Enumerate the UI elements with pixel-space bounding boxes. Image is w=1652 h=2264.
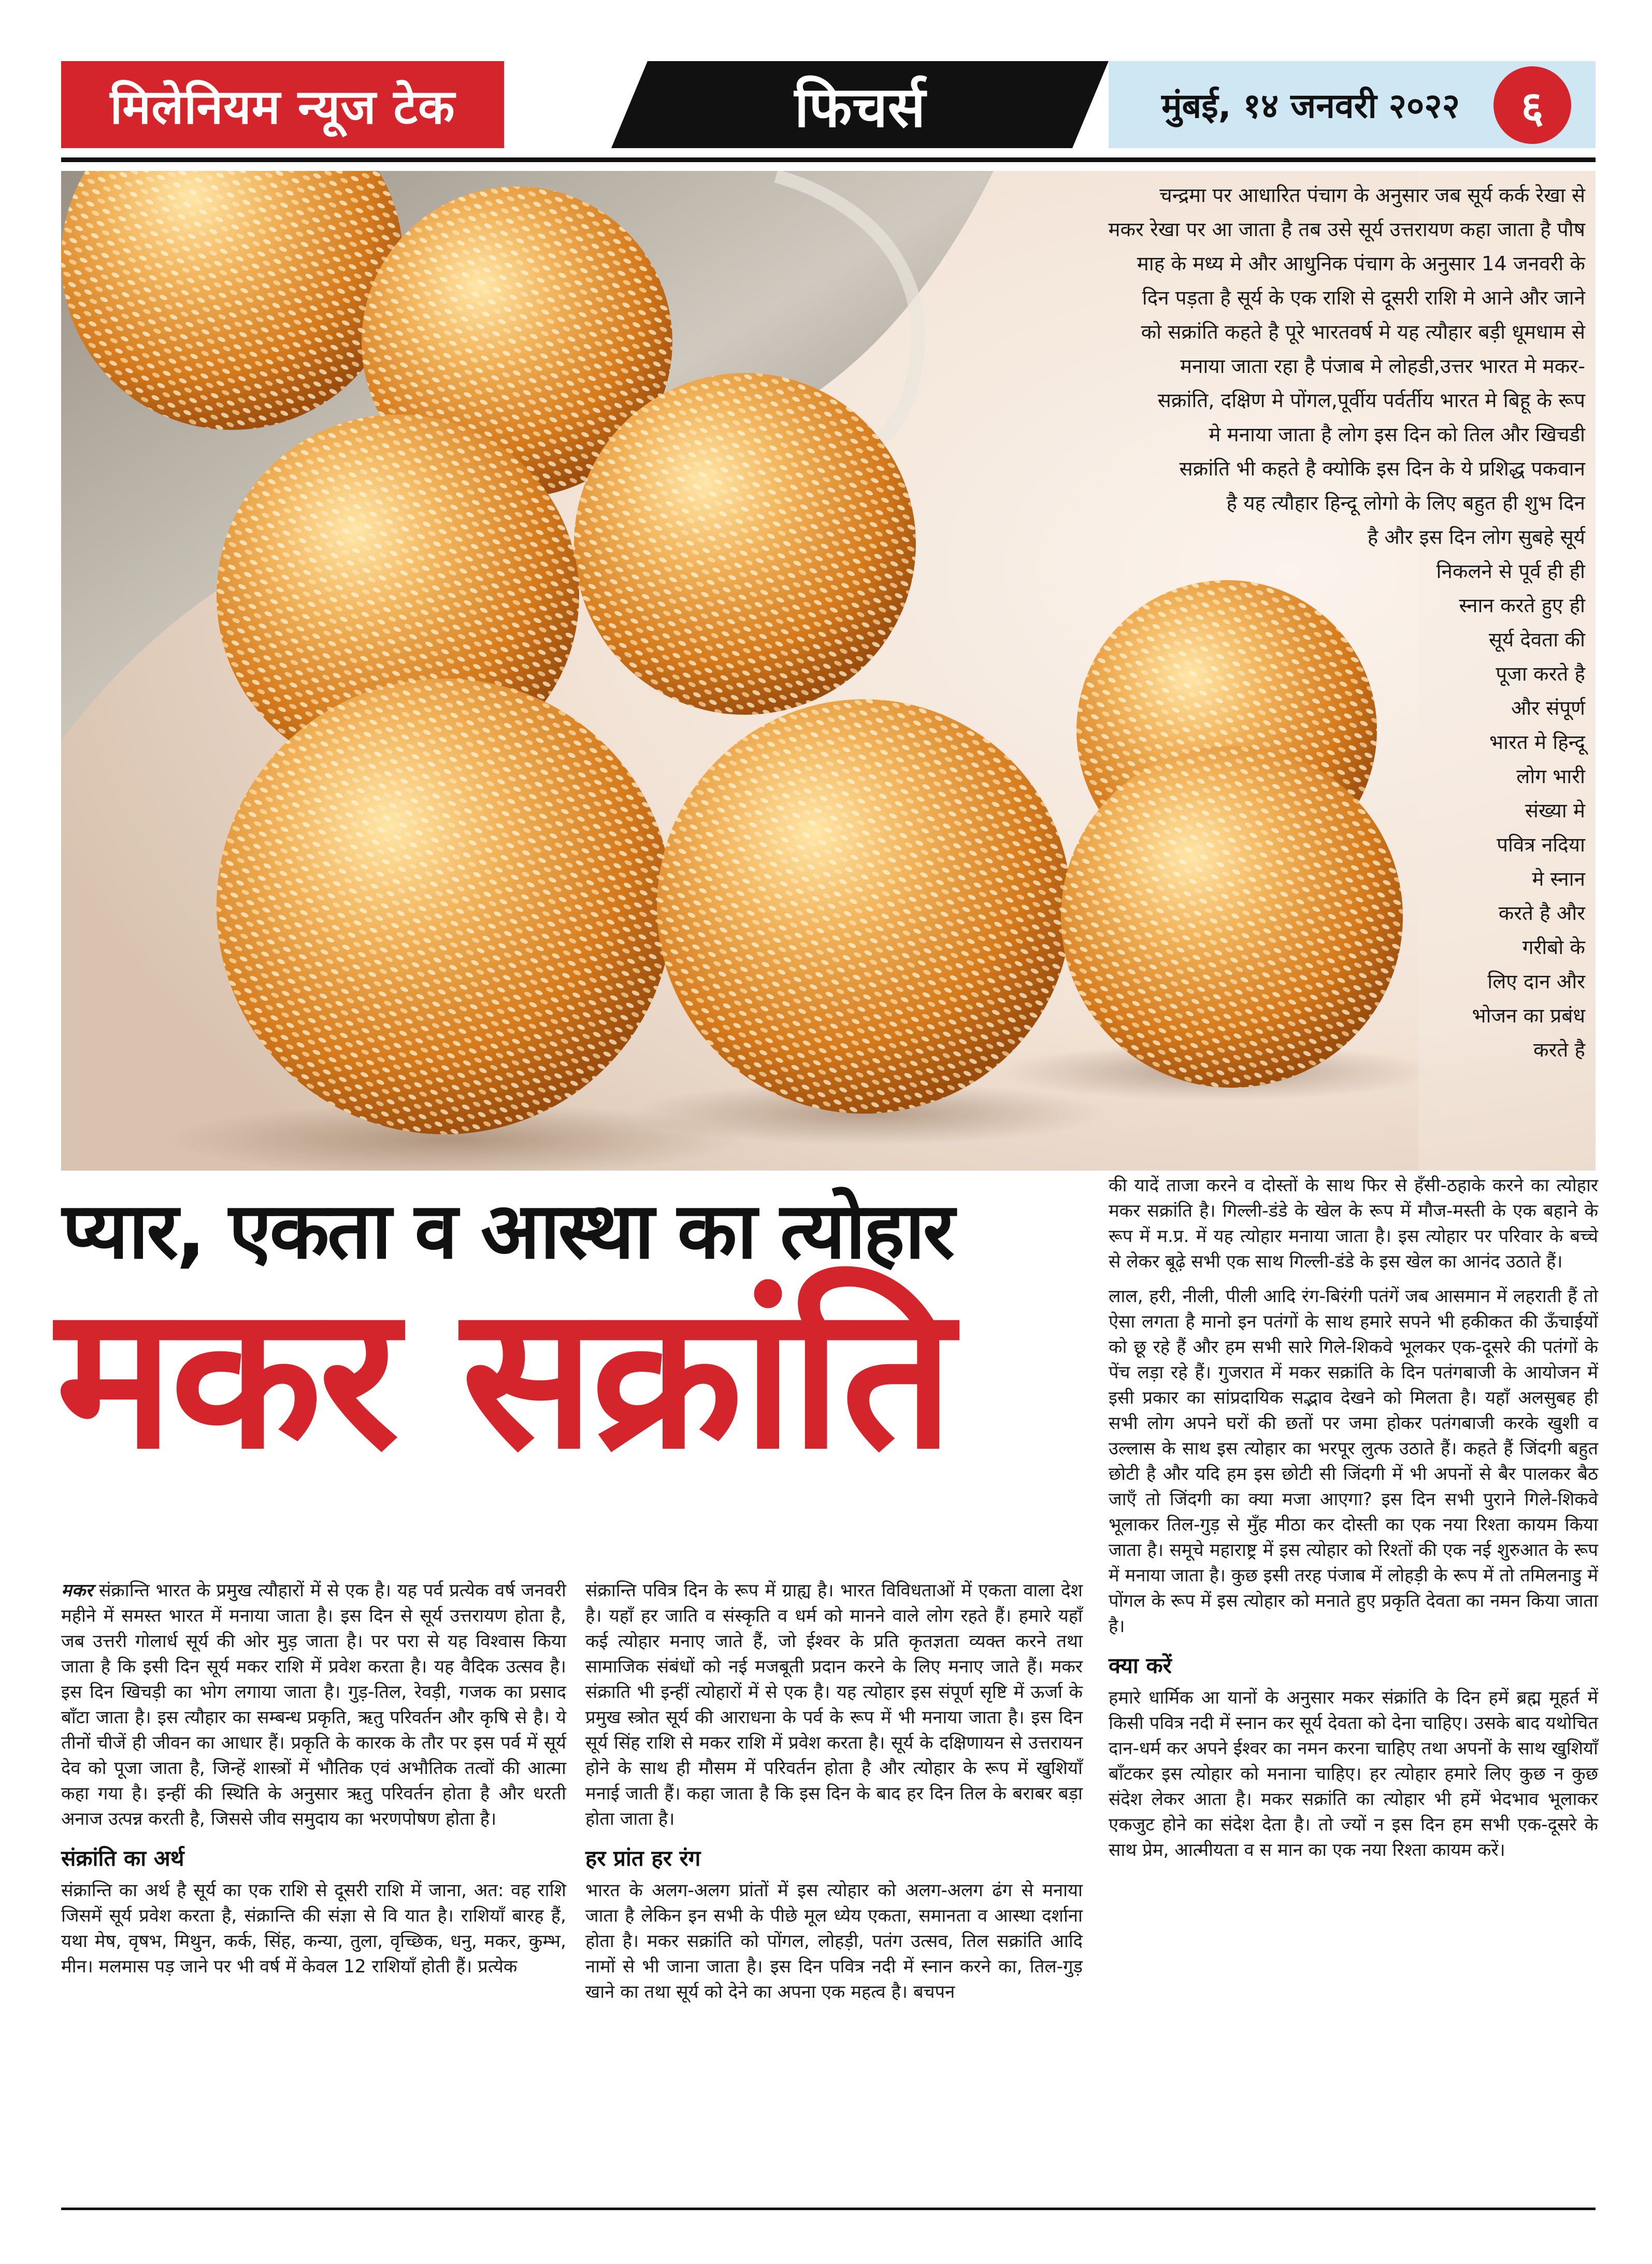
column3-paragraph-2: लाल, हरी, नीली, पीली आदि रंग-बिरंगी पतंगें जब आसमान में लहराती हैं तो ऐसा लगता है मानो इन पतंगों के साथ हमारे सपने भी हकीकत की ऊँचाईयों को छू रहे हैं और हम सभी सारे गिले-शिकवे भूलकर एक-दूसरे की पतंगों के पेंच लड़ा रहे हैं। गुजरात में मकर सक्रांति के दिन पतंगबाजी के आयोजन में इसी प्रकार का सांप्रदायिक सद्भाव देखने को मिलता है। यहाँ अलसुबह ही सभी लोग अपने घरों की छतों पर जमा होकर पतंगबाजी करके खुशी व उल्लास के साथ इस त्योहार का भरपूर लुत्फ उठाते हैं। कहते हैं जिंदगी बहुत छोटी है और यदि हम इस छोटी सी जिंदगी में भी अपनों से बैर पालकर बैठ जाएँ तो जिंदगी का क्या मजा आएगा? इस दिन सभी पुराने गिले-शिकवे भूलाकर तिल-गुड़ से मुँह मीठा कर दोस्ती का एक नया रिश्ता कायम किया जाता है। समूचे महाराष्ट्र में इस त्योहार को रिश्तों की एक नई शुरुआत के रूप में मनाया जाता है। कुछ इसी तरह पंजाब में लोहड़ी के रूप में तो तमिलनाडु में पोंगल के रूप में इस त्योहार को मनाते हुए प्रकृति देवता का नमन किया जाता है। [1109,1286,1598,1637]
intro-line: करते है [1533,1039,1585,1062]
intro-line: मे स्नान [1532,868,1585,891]
section-banner [611,61,1109,148]
article-column-1 [61,1578,566,1980]
column1-paragraph-2: संक्रान्ति का अर्थ है सूर्य का एक राशि से दूसरी राशि में जाना, अत: वह राशि जिसमें सूर्य प्रवेश करता है, संक्रान्ति की संज्ञा से वि यात है। राशियाँ बारह हैं, यथा मेष, वृषभ, मिथुन, कर्क, सिंह, कन्या, तुला, वृच्छिक, धनु, मकर, कुम्भ, मीन। मलमास पड़ जाने पर भी वर्ष में केवल 12 राशियाँ होती हैं। प्रत्येक [61,1880,566,1977]
section-title: फिचर्स [794,75,926,140]
headline-title: मकर सक्रांति [56,1263,951,1492]
intro-line: सक्रांति, दक्षिण मे पोंगल,पूर्वीय पर्वर्तीय भारत मे बिहू के रूप [1157,389,1585,412]
intro-line: माह के मध्य मे और आधुनिक पंचाग के अनुसार 14 जनवरी के [1137,252,1585,276]
intro-line: भारत मे हिन्दू [1489,731,1585,754]
header-rule [61,157,1596,162]
column2-paragraph-2: भारत के अलग-अलग प्रांतों में इस त्योहार को अलग-अलग ढंग से मनाया जाता है लेकिन इन सभी के पीछे मूल ध्येय एकता, समानता व आस्था दर्शाना होता है। मकर सक्रांति को पोंगल, लोहड़ी, पतंग उत्सव, तिल सक्रांति आदि नामों से भी जाना जाता है। इस दिन पवित्र नदी में स्नान करने का, तिल-गुड़ खाने का तथा सूर्य को देने का अपना एक महत्व है। बचपन [585,1880,1083,2002]
intro-line: पवित्र नदिया [1497,833,1585,857]
intro-line: है यह त्यौहार हिन्दू लोगो के लिए बहुत ही शुभ दिन [1226,492,1585,515]
intro-line: करते है और [1498,902,1585,925]
column3-subheading: क्या करें [1109,1653,1172,1678]
dateline: मुंबई, १४ जनवरी २०२२ [1161,86,1460,126]
intro-line: मे मनाया जाता है लोग इस दिन को तिल और खिचडी [1209,423,1585,446]
column3-paragraph-1: की यादें ताजा करने व दोस्तों के साथ फिर से हँसी-ठहाके करने का त्योहार मकर सक्रांति है। गिल्ली-डंडे के खेल के रूप में मौज-मस्ती के एक बहाने के रूप में म.प्र. में यह त्योहार मनाया जाता है। इस त्योहार पर परिवार के बच्चे से लेकर बूढ़े सभी एक साथ गिल्ली-डंडे के इस खेल का आनंद उठाते हैं। [1109,1175,1598,1272]
column2-paragraph-1: संक्रान्ति पवित्र दिन के रूप में ग्राह्य है। भारत विविधताओं में एकता वाला देश है। यहाँ हर जाति व संस्कृति व धर्म को मानने वाले लोग रहते हैं। हमारे यहाँ कई त्योहार मनाए जाते हैं, जो ईश्वर के प्रति कृतज्ञता व्यक्त करने तथा सामाजिक संबंधों को नई मजबूती प्रदान करने के लिए मनाए जाते हैं। मकर संक्राति भी इन्हीं त्योहारों में से एक है। यह त्योहार इस संपूर्ण सृष्टि में ऊर्जा के प्रमुख स्त्रोत सूर्य की आराधना के पर्व के रूप में भी मनाया जाता है। इस दिन सूर्य सिंह राशि से मकर राशि में प्रवेश करता है। सूर्य के दक्षिणायन से उत्तरायन होने के साथ ही मौसम में परिवर्तन होता है और त्योहार के रूप में खुशियाँ मनाई जाती हैं। कहा जाता है कि इस दिन के बाद हर दिन तिल के बराबर बड़ा होता जाता है। [585,1580,1083,1829]
intro-line: और संपूर्ण [1511,697,1585,720]
article-column-2 [585,1578,1083,2005]
column1-paragraph-1 [61,1578,566,1832]
intro-paragraph [912,179,1585,1068]
intro-line: स्नान करते हुए ही [1459,594,1585,617]
intro-line: है और इस दिन लोग सुबहे सूर्य [1367,526,1585,549]
footer-rule [61,2208,1596,2210]
lead-word: मकर [61,1580,93,1601]
masthead-title: मिलेनियम न्यूज टेक [110,79,455,135]
intro-line: को सक्रांति कहते है पूरे भारतवर्ष मे यह त्यौहार बड़ी धूमधाम से [1141,321,1585,344]
column3-paragraph-3: हमारे धार्मिक आ यानों के अनुसार मकर संक्रांति के दिन हमें ब्रह्म मूहर्त में किसी पवित्र नदी में स्नान कर सूर्य देवता को देना चाहिए। उसके बाद यथोचित दान-धर्म कर अपने ईश्वर का नमन करना चाहिए तथा अपनों के साथ खुशियाँ बाँटकर इस त्योहार को मनाना चाहिए। हर त्योहार हमारे लिए कुछ न कुछ संदेश लेकर आता है। मकर सक्रांति का त्योहार भी हमें भेदभाव भूलाकर एकजुट होने का संदेश देता है। तो ज्यों न इस दिन हम सभी एक-दूसरे के साथ प्रेम, आत्मीयता व स मान का एक नया रिश्ता कायम करें। [1109,1688,1598,1861]
intro-line: पूजा करते है [1496,662,1585,686]
intro-line: मकर रेखा पर आ जाता है तब उसे सूर्य उत्तरायण कहा जाता है पौष [1108,218,1585,241]
intro-line: सूर्य देवता की [1488,628,1585,652]
intro-line: चन्द्रमा पर आधारित पंचाग के अनुसार जब सूर्य कर्क रेखा से [1159,184,1585,207]
intro-line: निकलने से पूर्व ही ही [1436,560,1585,583]
intro-line: गरीबो के [1522,936,1585,959]
intro-line: दिन पड़ता है सूर्य के एक राशि से दूसरी राशि मे आने और जाने [1142,286,1585,310]
intro-line: मनाया जाता रहा है पंजाब मे लोहडी,उत्तर भारत मे मकर- [1180,355,1585,378]
article-column-3 [1109,1173,1598,1863]
column2-subheading: हर प्रांत हर रंग [585,1845,701,1871]
intro-line: लिए दान और [1487,970,1585,993]
column1-paragraph-1-text: संक्रान्ति भारत के प्रमुख त्यौहारों में से एक है। यह पर्व प्रत्येक वर्ष जनवरी महीने में समस्त भारत में मनाया जाता है। इस दिन से सूर्य उत्तरायण होता है, जब उत्तरी गोलार्ध सूर्य की ओर मुड़ जाता है। पर परा से यह विश्वास किया जाता है कि इसी दिन सूर्य मकर राशि में प्रवेश करता है। यह वैदिक उत्सव है। इस दिन खिचड़ी का भोग लगाया जाता है। गुड़-तिल, रेवड़ी, गजक का प्रसाद बाँटा जाता है। इस त्यौहार का सम्बन्ध प्रकृति, ऋतु परिवर्तन और कृषि से है। ये तीनों चीजें ही जीवन का आधार हैं। प्रकृति के कारक के तौर पर इस पर्व में सूर्य देव को पूजा जाता है, जिन्हें शास्त्रों में भौतिक एवं अभौतिक तत्वों की आत्मा कहा गया है। इन्हीं की स्थिति के अनुसार ऋतु परिवर्तन होता है और धरती अनाज उत्पन्न करती है, जिससे जीव समुदाय का भरणपोषण होता है। [61,1580,566,1829]
intro-line: संख्या मे [1525,799,1585,823]
intro-line: लोग भारी [1516,765,1585,788]
intro-line: सक्रांति भी कहते है क्योकि इस दिन के ये प्रशिद्ध पकवान [1179,457,1585,481]
headline-kicker: प्यार, एकता व आस्था का त्योहार [62,1186,953,1276]
column1-subheading: संक्रांति का अर्थ [61,1845,184,1871]
masthead-box [61,61,504,148]
page-number-badge: ६ [1493,66,1571,144]
intro-line: भोजन का प्रबंध [1472,1004,1585,1028]
